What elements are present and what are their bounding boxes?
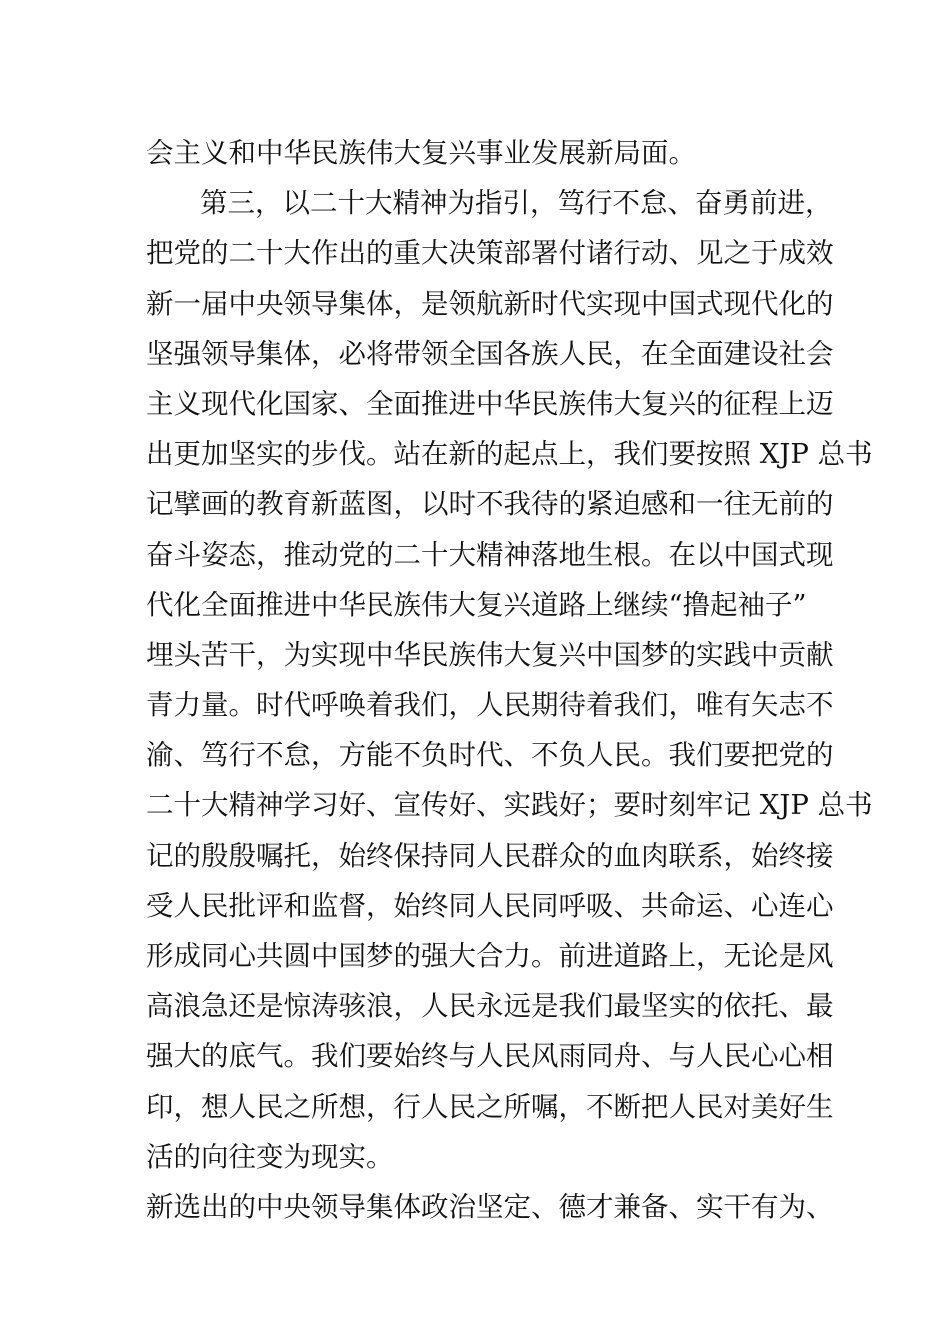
text-line: 受人民批评和监督，始终同人民同呼吸、共命运、心连心 — [146, 889, 834, 922]
text-line: 印，想人民之所想，行人民之所嘱，不断把人民对美好生 — [146, 1090, 834, 1123]
text-line: 强大的底气。我们要始终与人民风雨同舟、与人民心心相 — [146, 1040, 834, 1073]
text-line: 埋头苦干，为实现中华民族伟大复兴中国梦的实践中贡献 — [146, 638, 834, 671]
text-line: 奋斗姿态，推动党的二十大精神落地生根。在以中国式现 — [146, 538, 834, 571]
text-line: 活的向往变为现实。 — [146, 1140, 394, 1173]
text-line: 高浪急还是惊涛骇浪，人民永远是我们最坚实的依托、最 — [146, 990, 834, 1023]
paragraph-start-line: 第三，以二十大精神为指引，笃行不怠、奋勇前进， — [200, 187, 833, 220]
text-line: 会主义和中华民族伟大复兴事业发展新局面。 — [146, 137, 696, 169]
text-line: 把党的二十大作出的重大决策部署付诸行动、见之于成效 — [146, 237, 834, 270]
text-line: 坚强领导集体，必将带领全国各族人民，在全面建设社会 — [146, 337, 834, 370]
text-line: 记擘画的教育新蓝图，以时不我待的紧迫感和一往无前的 — [146, 488, 834, 521]
text-line: 主义现代化国家、全面推进中华民族伟大复兴的征程上迈 — [146, 387, 834, 420]
document-body — [146, 128, 873, 1232]
text-line: 代化全面推进中华民族伟大复兴道路上继续“撸起袖子” — [146, 588, 807, 621]
text-line: 记的殷殷嘱托，始终保持同人民群众的血肉联系，始终接 — [146, 839, 834, 872]
text-line: 出更加坚实的步伐。站在新的起点上，我们要按照 XJP 总书 — [146, 438, 873, 471]
text-line: 二十大精神学习好、宣传好、实践好；要时刻牢记 XJP 总书 — [146, 789, 873, 822]
text-line: 新一届中央领导集体，是领航新时代实现中国式现代化的 — [146, 287, 834, 320]
text-line: 青力量。时代呼唤着我们，人民期待着我们，唯有矢志不 — [146, 689, 834, 722]
text-line: 新选出的中央领导集体政治坚定、德才兼备、实干有为、 — [146, 1190, 834, 1223]
text-line: 形成同心共圆中国梦的强大合力。前进道路上，无论是风 — [146, 940, 834, 972]
text-line: 渝、笃行不怠，方能不负时代、不负人民。我们要把党的 — [146, 739, 834, 772]
